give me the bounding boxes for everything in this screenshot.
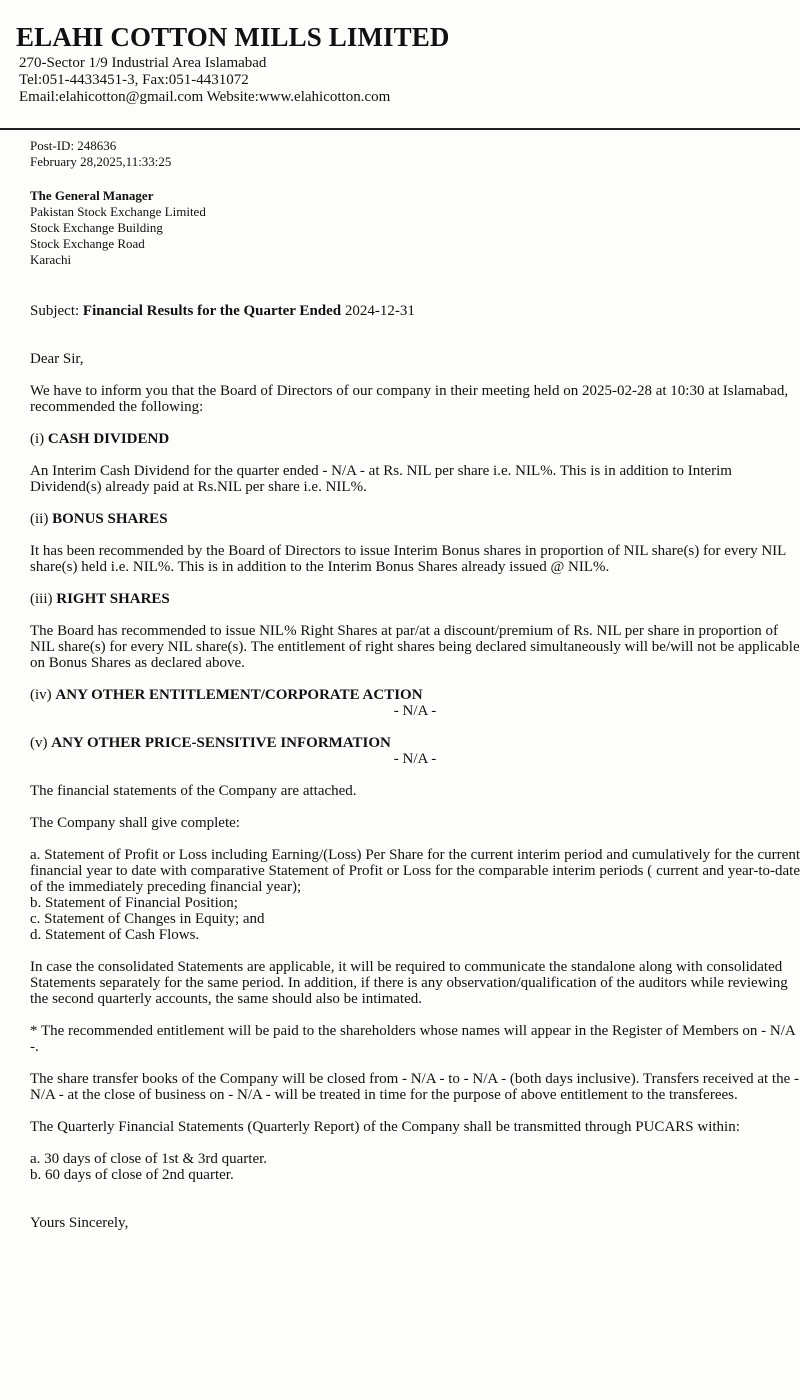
section-title: RIGHT SHARES <box>56 591 170 607</box>
letterhead <box>0 0 800 130</box>
consolidated-paragraph: In case the consolidated Statements are applicable, it will be required to communicate the standalone along with consolidated Statements separately for the same period. In addition, if there is any observation/qualification of the auditors while reviewing the second quarterly accounts, the same should also be intimated. <box>30 959 788 1007</box>
statement-item-b: b. Statement of Financial Position; <box>30 895 238 911</box>
section-title: ANY OTHER ENTITLEMENT/CORPORATE ACTION <box>55 687 423 703</box>
attached-note: The financial statements of the Company are attached. <box>30 783 357 799</box>
recipient-line: Karachi <box>30 252 72 267</box>
statement-item-a: a. Statement of Profit or Loss including Earning/(Loss) Per Share for the current interim period and cumulatively for the current financial year to date with comparative Statement of Profit or Loss for the comparable interim periods ( current and year-to-date of the immediately preceding financial year); <box>30 847 800 895</box>
section-heading-price-sensitive <box>30 735 391 751</box>
section-title: CASH DIVIDEND <box>47 431 170 447</box>
post-id: Post-ID: 248636 <box>30 138 117 153</box>
post-datetime: February 28,2025,11:33:25 <box>30 154 172 169</box>
section-heading-right-shares <box>30 591 170 607</box>
section-number: (ii) <box>30 511 49 527</box>
subject-line <box>30 303 415 319</box>
bonus-shares-text: It has been recommended by the Board of Directors to issue Interim Bonus shares in proportion of NIL share(s) for every NIL share(s) held i.e. NIL%. This is in addition to the Interim Bonus Shares already issued @ NIL%. <box>30 543 786 575</box>
entitlement-note: * The recommended entitlement will be paid to the shareholders whose names will appear in the Register of Members on - N/A -. <box>30 1023 795 1055</box>
company-address: 270-Sector 1/9 Industrial Area Islamabad <box>19 55 267 71</box>
company-email-website: Email:elahicotton@gmail.com Website:www.elahicotton.com <box>19 89 391 105</box>
other-entitlement-value: - N/A - <box>393 703 437 719</box>
transfer-books-paragraph: The share transfer books of the Company will be closed from - N/A - to - N/A - (both days inclusive). Transfers received at the - N/A - at the close of business on - N/A - will be treated in time for the purpose of above entitlement to the transferees. <box>30 1071 799 1103</box>
statement-item-d: d. Statement of Cash Flows. <box>30 927 200 943</box>
price-sensitive-value: - N/A - <box>393 751 437 767</box>
pucars-paragraph: The Quarterly Financial Statements (Quarterly Report) of the Company shall be transmitted through PUCARS within: <box>30 1119 740 1135</box>
pucars-item-a: a. 30 days of close of 1st & 3rd quarter. <box>30 1151 268 1167</box>
company-phone-fax: Tel:051-4433451-3, Fax:051-4431072 <box>19 72 249 88</box>
recipient-line: Pakistan Stock Exchange Limited <box>30 204 206 219</box>
section-heading-bonus-shares <box>30 511 168 527</box>
cash-dividend-text: An Interim Cash Dividend for the quarter ended - N/A - at Rs. NIL per share i.e. NIL%. This is in addition to Interim Dividend(s) already paid at Rs.NIL per share i.e. NIL%. <box>30 463 732 495</box>
section-number: (iii) <box>30 591 53 607</box>
statement-item-c: c. Statement of Changes in Equity; and <box>30 911 265 927</box>
recipient-title: The General Manager <box>30 188 154 203</box>
section-heading-cash-dividend <box>30 431 169 447</box>
section-title: BONUS SHARES <box>52 511 168 527</box>
recipient-block <box>30 188 206 268</box>
section-number: (i) <box>30 431 45 447</box>
right-shares-text: The Board has recommended to issue NIL% Right Shares at par/at a discount/premium of Rs. NIL per share in proportion of NIL share(s) for every NIL share(s). The entitlement of right shares being declared simultaneously will be/will not be applicable on Bonus Shares as declared above. <box>30 623 800 671</box>
section-heading-other-entitlement <box>30 687 423 703</box>
section-title: ANY OTHER PRICE-SENSITIVE INFORMATION <box>51 735 391 751</box>
give-complete-note: The Company shall give complete: <box>30 815 240 831</box>
section-number: (iv) <box>30 687 52 703</box>
subject-date: 2024-12-31 <box>344 303 415 319</box>
recipient-line: Stock Exchange Building <box>30 220 163 235</box>
pucars-item-b: b. 60 days of close of 2nd quarter. <box>30 1167 234 1183</box>
company-name: ELAHI COTTON MILLS LIMITED <box>16 22 450 52</box>
recipient-line: Stock Exchange Road <box>30 236 145 251</box>
subject-label: Subject: <box>30 303 80 319</box>
intro-paragraph: We have to inform you that the Board of Directors of our company in their meeting held on 2025-02-28 at 10:30 at Islamabad, recommended the following: <box>30 383 789 415</box>
subject-text: Financial Results for the Quarter Ended <box>82 303 342 319</box>
closing: Yours Sincerely, <box>30 1215 129 1231</box>
section-number: (v) <box>30 735 48 751</box>
salutation: Dear Sir, <box>30 351 84 367</box>
